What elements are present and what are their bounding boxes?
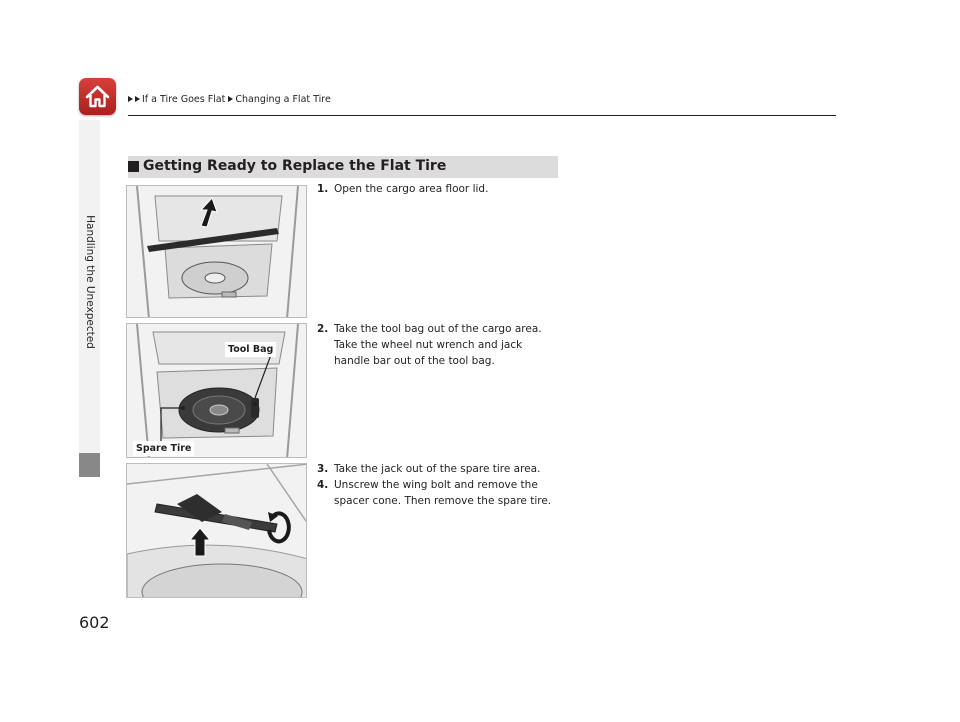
chapter-label: Handling the Unexpected <box>84 215 96 349</box>
breadcrumb-item[interactable]: If a Tire Goes Flat <box>142 94 226 105</box>
breadcrumb-arrow-icon <box>135 96 140 102</box>
section-square-icon <box>128 161 139 172</box>
step-item <box>317 181 557 197</box>
breadcrumb-arrow-icon <box>228 96 233 102</box>
section-title: Getting Ready to Replace the Flat Tire <box>143 158 447 174</box>
breadcrumb-arrow-icon <box>128 96 133 102</box>
chapter-tab[interactable] <box>79 453 100 477</box>
step-number: 4. <box>317 479 329 491</box>
home-button[interactable] <box>79 78 116 115</box>
home-icon <box>85 84 110 109</box>
step-number: 2. <box>317 323 329 335</box>
spare-tire-callout: Spare Tire <box>133 441 194 456</box>
cargo-floor-lid-illustration <box>126 185 307 318</box>
step-text: Take the tool bag out of the cargo area. Take the wheel nut wrench and jack handle bar out of the tool bag. <box>334 323 542 367</box>
step-list-2 <box>317 321 557 369</box>
step-item <box>317 321 557 369</box>
step-text: Unscrew the wing bolt and remove the spacer cone. Then remove the spare tire. <box>334 479 552 507</box>
tool-bag-illustration <box>126 323 307 458</box>
step-text: Take the jack out of the spare tire area. <box>334 463 541 475</box>
page-number: 602 <box>79 613 110 632</box>
step-list-3 <box>317 461 557 509</box>
step-text: Open the cargo area floor lid. <box>334 183 489 195</box>
step-list-1 <box>317 181 557 197</box>
section-header <box>128 156 558 178</box>
breadcrumb-item[interactable]: Changing a Flat Tire <box>235 94 331 105</box>
tool-bag-callout: Tool Bag <box>225 342 276 357</box>
breadcrumb <box>128 94 331 105</box>
step-item <box>317 461 557 477</box>
header-rule <box>128 115 836 116</box>
step-number: 3. <box>317 463 329 475</box>
step-item <box>317 477 557 509</box>
jack-removal-illustration <box>126 463 307 598</box>
step-number: 1. <box>317 183 329 195</box>
